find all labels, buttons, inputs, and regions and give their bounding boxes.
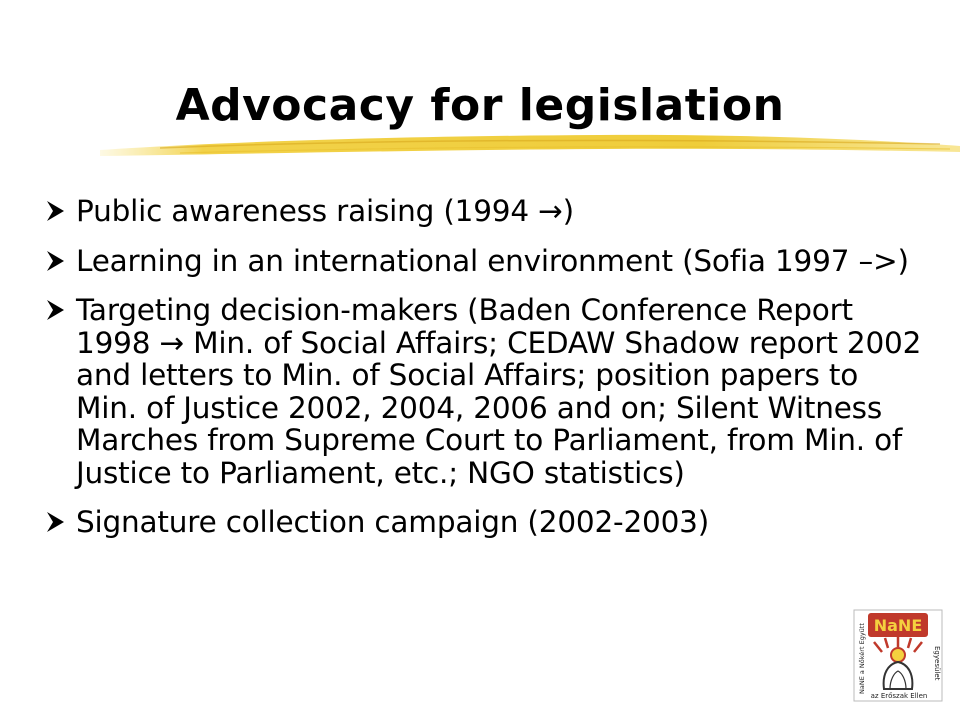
bullet-item bbox=[44, 506, 924, 539]
logo-left-text: NaNE a Nőkért Együtt bbox=[858, 623, 866, 694]
logo-bottom-text: az Erőszak Ellen bbox=[870, 692, 928, 700]
bullet-text: Learning in an international environment (Sofia 1997 –>) bbox=[76, 243, 909, 278]
logo-name-text: NaNE bbox=[873, 616, 923, 635]
bullet-text: Signature collection campaign (2002-2003) bbox=[76, 505, 710, 539]
arrowhead-bullet-icon bbox=[44, 511, 66, 533]
bullet-item bbox=[44, 195, 924, 228]
bullet-item bbox=[44, 294, 924, 489]
bullet-text: Public awareness raising (1994 →) bbox=[76, 194, 574, 228]
bullet-item bbox=[44, 245, 924, 278]
arrowhead-bullet-icon bbox=[44, 250, 66, 272]
nane-logo bbox=[852, 608, 944, 703]
arrowhead-bullet-icon bbox=[44, 299, 66, 321]
bullet-text: Targeting decision-makers (Baden Conference Report 1998 → Min. of Social Affairs; CEDAW Shadow report 2002 and letters to Min. of Social Affairs; position papers to Min. of Justice 2002, 2004, 2006 and on; Silent Witness Marches from Supreme Court to Parliament, from Min. of Justice to Parliament, etc.; NGO statistics) bbox=[76, 293, 922, 490]
arrowhead-bullet-icon bbox=[44, 200, 66, 222]
title-underline-brushstroke bbox=[100, 128, 960, 164]
slide-title: Advocacy for legislation bbox=[175, 80, 785, 131]
bullet-list bbox=[44, 195, 924, 556]
logo-right-text: Egyesület bbox=[933, 646, 941, 681]
